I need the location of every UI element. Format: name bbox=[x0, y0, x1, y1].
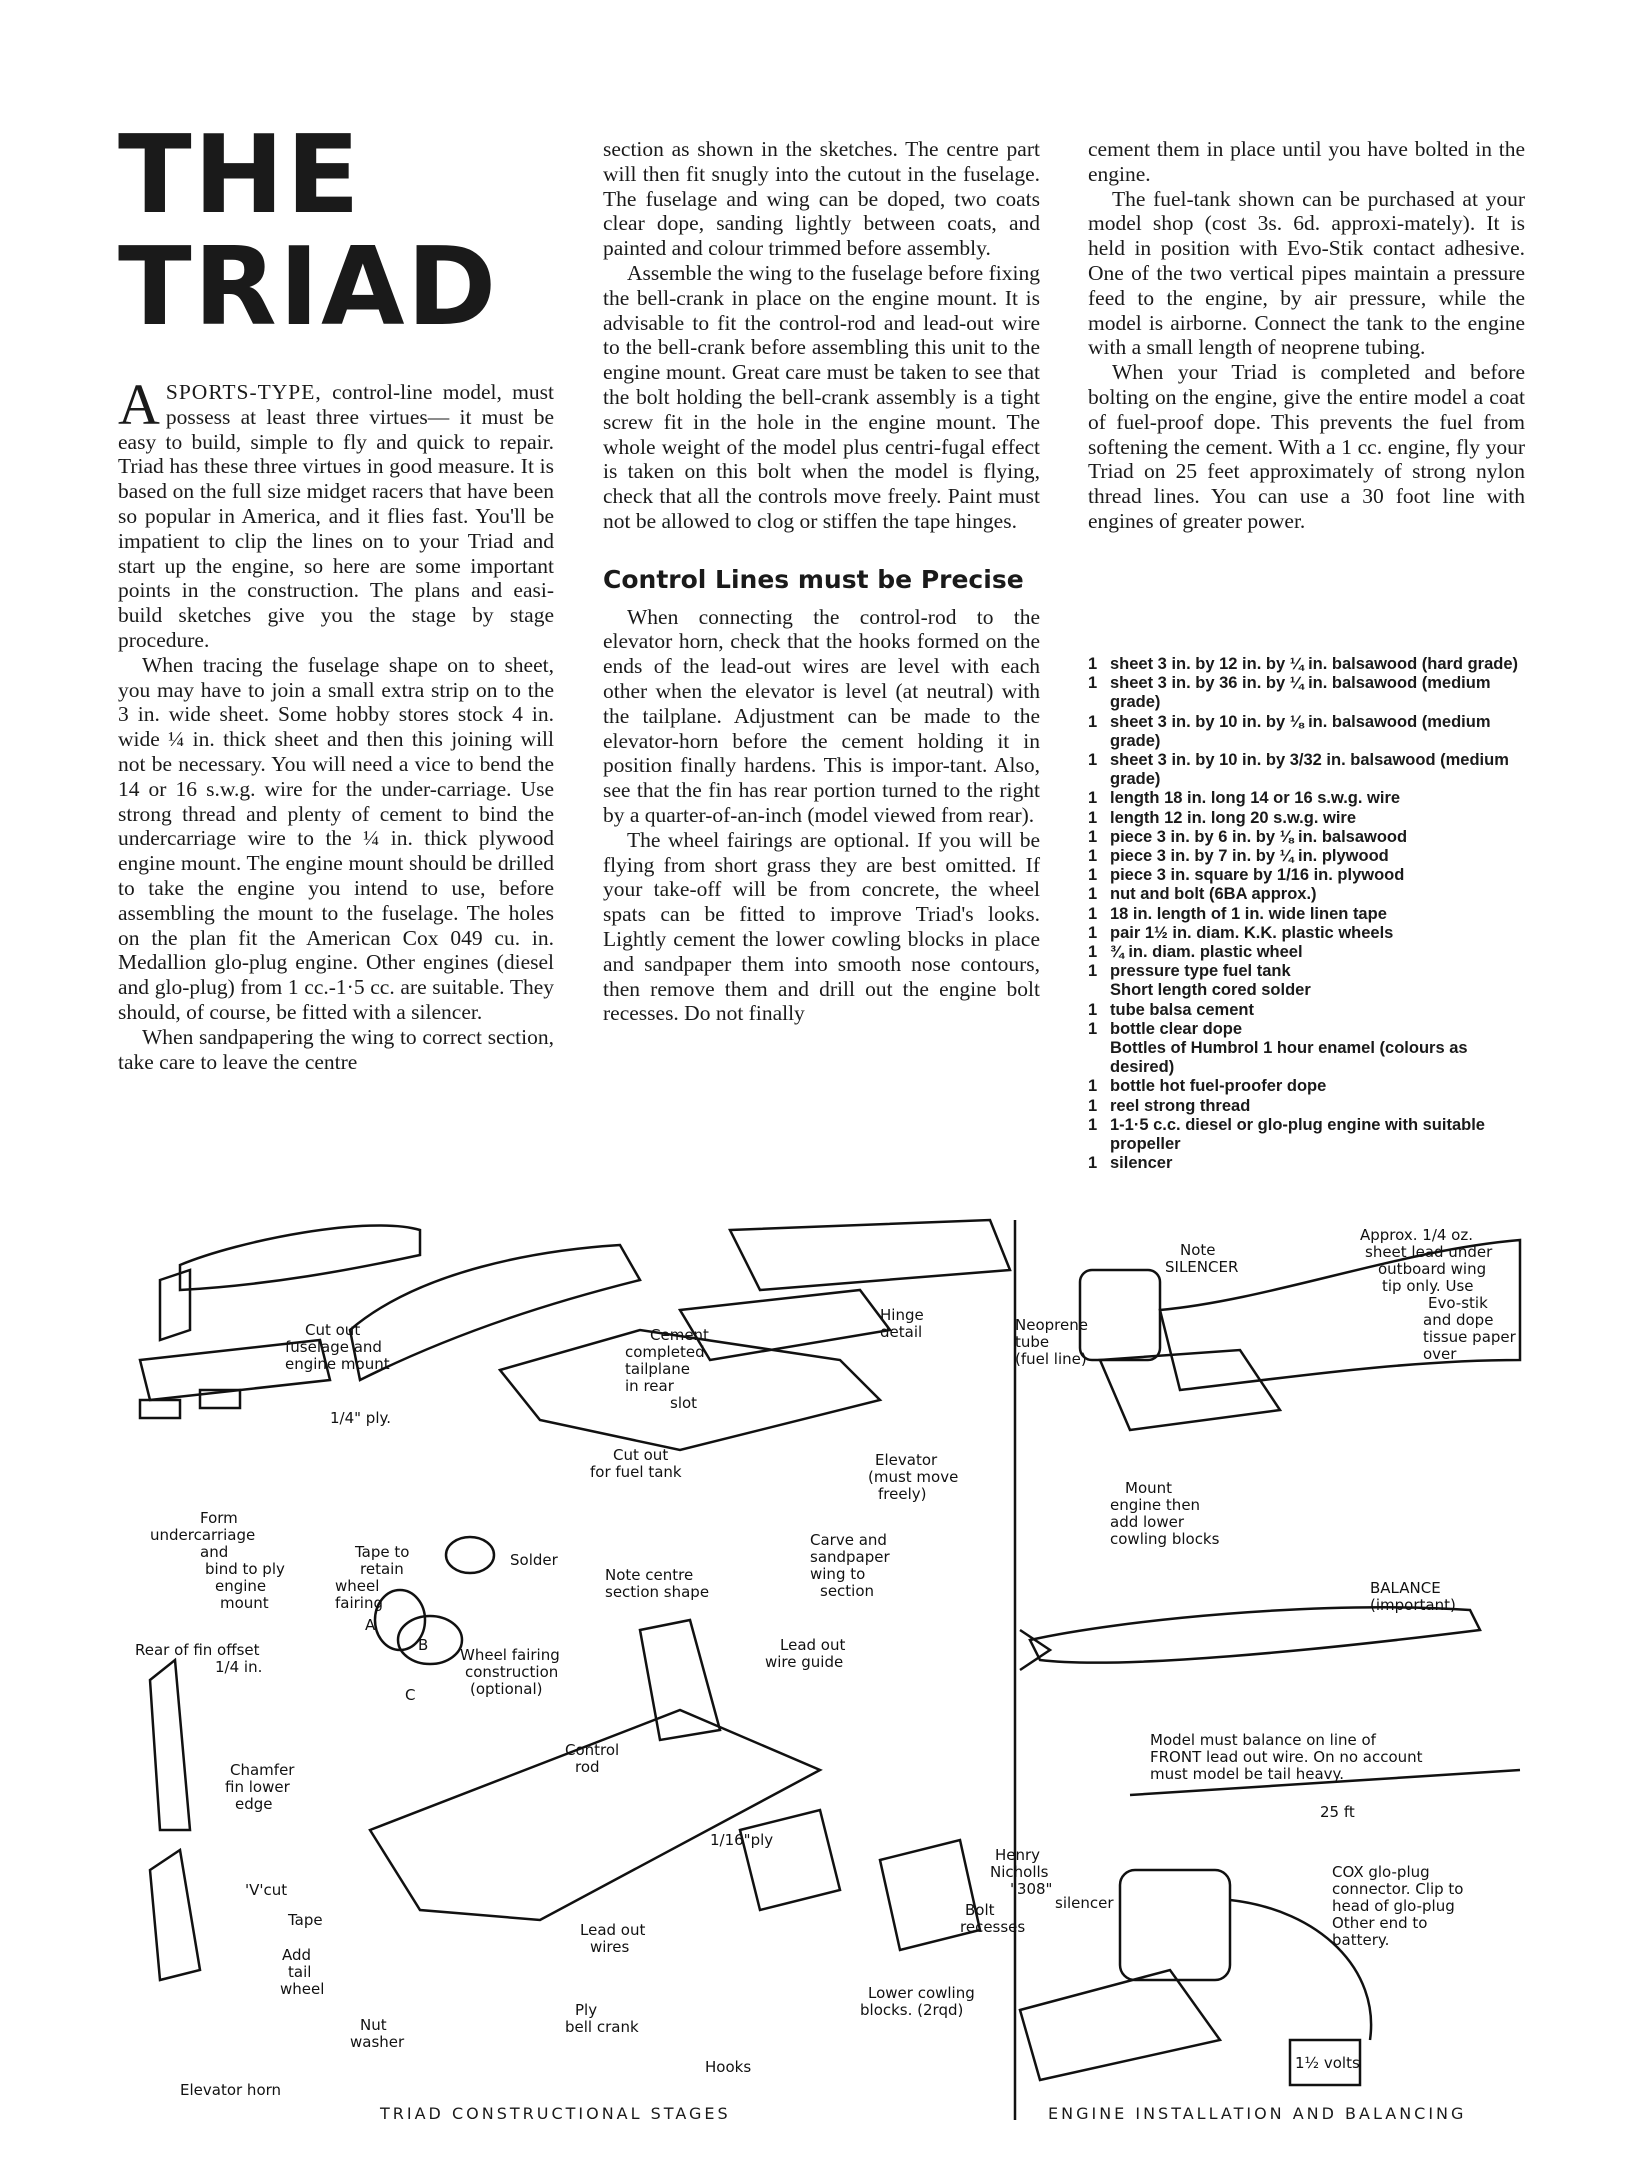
label-construction: construction bbox=[465, 1663, 559, 1681]
label-bind-to-ply: bind to ply bbox=[205, 1560, 285, 1578]
construction-diagram bbox=[120, 1210, 1540, 2135]
label-optional: (optional) bbox=[470, 1680, 543, 1698]
material-quantity bbox=[1088, 1039, 1110, 1077]
label-approx: Approx. 1/4 oz. bbox=[1360, 1226, 1473, 1244]
right-diagram-labels bbox=[1015, 1226, 1517, 2072]
label-slot: slot bbox=[670, 1394, 698, 1412]
material-text: sheet 3 in. by 10 in. by 3/32 in. balsawood (medium grade) bbox=[1110, 751, 1509, 789]
label-silencer: SILENCER bbox=[1165, 1258, 1239, 1276]
material-item bbox=[1088, 1116, 1528, 1154]
paragraph-text: control-line model, must possess at least three virtues— it must be easy to build, simple to fly and quick to repair. Triad has these three virtues in good measure. It is based on the full size midget racers that have been so popular in America, and it flies fast. You'll be impatient to clip the lines on to your Triad and start up the engine, so here are some important points in the construction. The plans and easi-build sketches give you the stage by stage procedure. bbox=[118, 380, 554, 652]
label-25-ft: 25 ft bbox=[1320, 1803, 1355, 1821]
label-fairing: fairing bbox=[335, 1594, 384, 1612]
label-front-lead: FRONT lead out wire. On no account bbox=[1150, 1748, 1423, 1766]
material-text: 1-1·5 c.c. diesel or glo-plug engine with suitable propeller bbox=[1110, 1115, 1485, 1154]
label-fuel-line: (fuel line) bbox=[1015, 1350, 1087, 1368]
paragraph: When tracing the fuselage shape on to sheet, you may have to join a small extra strip on to the 3 in. wide sheet. Some hobby stores stock 4 in. wide ¼ in. thick sheet and then this joining will not be necessary. You will need a vice to bend the 14 or 16 s.w.g. wire for the under-carriage. Use strong thread and plenty of cement to bind the undercarriage wire to the ¼ in. thick plywood engine mount. The engine mount should be drilled to take the engine you intend to use, before assembling the mount to the fuselage. The holes on the plan fit the American Cox 049 cu. in. Medallion glo-plug engine. Other engines (diesel and glo-plug) from 1 cc.-1·5 cc. are suitable. They should, of course, be fitted with a silencer. bbox=[118, 652, 554, 1024]
label-in-rear: in rear bbox=[625, 1377, 674, 1395]
material-quantity bbox=[1088, 981, 1110, 1000]
material-quantity: 1 bbox=[1088, 712, 1098, 731]
material-quantity: 1 bbox=[1088, 674, 1098, 693]
paragraph: When connecting the control-rod to the elevator horn, check that the hooks formed on the ends of the lead-out wires are level with each other when the elevator is level (at neutral) with the tailplane. Adjustment can be made to the elevator-horn before the cement holding it in position finally hardens. This is impor-tant. Also, see that the fin has rear portion turned to the right by a quarter-of-an-inch (model viewed from rear). bbox=[603, 604, 1040, 827]
drop-cap: A bbox=[118, 372, 160, 437]
label-wheel: wheel bbox=[335, 1577, 380, 1595]
material-item bbox=[1088, 924, 1528, 943]
label-note: Note bbox=[1180, 1241, 1216, 1259]
label-rear-of-fin: Rear of fin offset bbox=[135, 1641, 260, 1659]
label-add: Add bbox=[282, 1946, 312, 1964]
label-bolt: Bolt bbox=[965, 1901, 995, 1919]
material-text: bottle hot fuel-proofer dope bbox=[1110, 1077, 1327, 1096]
label-fin-lower: fin lower bbox=[225, 1778, 290, 1796]
label-section-shape: section shape bbox=[605, 1583, 710, 1601]
material-item bbox=[1088, 1039, 1528, 1077]
label-a: A bbox=[365, 1616, 376, 1634]
label-nut: Nut bbox=[360, 2016, 387, 2034]
label-washer: washer bbox=[350, 2033, 405, 2051]
material-text: Bottles of Humbrol 1 hour enamel (colours as desired) bbox=[1110, 1039, 1468, 1077]
label-quarter-in: 1/4 in. bbox=[215, 1658, 263, 1676]
label-chamfer: Chamfer bbox=[230, 1761, 295, 1779]
materials-list bbox=[1088, 655, 1528, 1173]
material-text: sheet 3 in. by 10 in. by ⅛ in. balsawood (medium grade) bbox=[1110, 712, 1491, 750]
label-ply-2: Ply bbox=[575, 2001, 598, 2019]
label-elevator: Elevator bbox=[875, 1451, 938, 1469]
label-for-fuel-tank: for fuel tank bbox=[590, 1463, 682, 1481]
label-form: Form bbox=[200, 1509, 238, 1527]
column-2 bbox=[603, 137, 1040, 1026]
material-text: tube balsa cement bbox=[1110, 1000, 1254, 1019]
material-item bbox=[1088, 713, 1528, 751]
material-item bbox=[1088, 885, 1528, 904]
label-carve-and: Carve and bbox=[810, 1531, 887, 1549]
label-tube: tube bbox=[1015, 1333, 1050, 1351]
material-item bbox=[1088, 981, 1528, 1000]
label-wires: wires bbox=[590, 1938, 630, 1956]
column-3 bbox=[1088, 137, 1525, 534]
label-undercarriage: undercarriage bbox=[150, 1526, 256, 1544]
label-lower-cowling: Lower cowling bbox=[868, 1984, 975, 2002]
material-quantity: 1 bbox=[1088, 847, 1098, 866]
balance-plane-sketch bbox=[1030, 1607, 1480, 1662]
label-tip-only: tip only. Use bbox=[1382, 1277, 1474, 1295]
material-text: 18 in. length of 1 in. wide linen tape bbox=[1110, 904, 1387, 923]
caption-right: ENGINE INSTALLATION AND BALANCING bbox=[1048, 2104, 1467, 2123]
label-rod: rod bbox=[575, 1758, 600, 1776]
material-text: piece 3 in. by 6 in. by ⅛ in. balsawood bbox=[1110, 827, 1408, 846]
label-detail: detail bbox=[880, 1323, 923, 1341]
section-heading: Control Lines must be Precise bbox=[603, 564, 1024, 594]
material-item bbox=[1088, 943, 1528, 962]
lead-in: SPORTS-TYPE, bbox=[165, 380, 322, 404]
label-silencer-hn: silencer bbox=[1055, 1894, 1114, 1912]
label-and: and bbox=[200, 1543, 229, 1561]
material-item bbox=[1088, 1097, 1528, 1116]
label-solder: Solder bbox=[510, 1551, 558, 1569]
material-quantity: 1 bbox=[1088, 789, 1098, 808]
label-fuselage-and: fuselage and bbox=[285, 1338, 382, 1356]
label-over: over bbox=[1423, 1345, 1457, 1363]
label-must-move: (must move bbox=[868, 1468, 959, 1486]
material-quantity: 1 bbox=[1088, 1096, 1098, 1115]
material-quantity: 1 bbox=[1088, 751, 1098, 770]
label-308: "308" bbox=[1010, 1880, 1053, 1898]
paragraph: When sandpapering the wing to correct section, take care to leave the centre bbox=[118, 1024, 554, 1074]
title-line-1: THE bbox=[118, 113, 362, 238]
label-mount: mount bbox=[220, 1594, 269, 1612]
label-freely: freely) bbox=[878, 1485, 927, 1503]
label-sheet-lead: sheet lead under bbox=[1365, 1243, 1493, 1261]
label-completed: completed bbox=[625, 1343, 705, 1361]
paragraph: When your Triad is completed and before bolting on the engine, give the entire model a coat of fuel-proof dope. This prevents the fuel from softening the cement. With a 1 cc. engine, fly your Triad on 25 feet approximately of strong nylon thread lines. You can use a 30 foot line with engines of greater power. bbox=[1088, 360, 1525, 533]
paragraph: The wheel fairings are optional. If you will be flying from short grass they are best omitted. If your take-off will be from concrete, the wheel spats can be fitted to improve Triad's looks. Lightly cement the lower cowling blocks in place and sandpaper them into smooth nose contours, then remove them and drill out the engine bolt recesses. Do not finally bbox=[603, 827, 1040, 1026]
label-and-dope: and dope bbox=[1423, 1311, 1494, 1329]
material-item bbox=[1088, 962, 1528, 981]
label-model-must: Model must balance on line of bbox=[1150, 1731, 1376, 1749]
material-quantity: 1 bbox=[1088, 1115, 1098, 1134]
material-quantity: 1 bbox=[1088, 1019, 1098, 1038]
engine-connector-sketch bbox=[1120, 1870, 1230, 1980]
fuselage-main-sketch bbox=[350, 1245, 640, 1380]
label-elevator-horn: Elevator horn bbox=[180, 2081, 282, 2099]
label-sixteenth-ply: 1/16"ply bbox=[710, 1831, 774, 1849]
material-item bbox=[1088, 828, 1528, 847]
material-text: bottle clear dope bbox=[1110, 1019, 1243, 1038]
label-ply: 1/4" ply. bbox=[330, 1409, 392, 1427]
label-tail: tail bbox=[288, 1963, 312, 1981]
label-engine: engine bbox=[215, 1577, 267, 1595]
material-text: silencer bbox=[1110, 1154, 1173, 1173]
label-bell-crank: bell crank bbox=[565, 2018, 639, 2036]
material-item bbox=[1088, 674, 1528, 712]
label-sandpaper: sandpaper bbox=[810, 1548, 890, 1566]
material-item bbox=[1088, 847, 1528, 866]
label-lead-out-2: Lead out bbox=[580, 1921, 646, 1939]
label-nicholls: Nicholls bbox=[990, 1863, 1049, 1881]
fuselage-sketch bbox=[180, 1225, 420, 1290]
tailplane-sketch bbox=[730, 1220, 1010, 1290]
label-balance: BALANCE bbox=[1370, 1579, 1441, 1597]
material-quantity: 1 bbox=[1088, 943, 1098, 962]
material-quantity: 1 bbox=[1088, 1000, 1098, 1019]
label-volts: 1½ volts bbox=[1295, 2054, 1360, 2072]
material-text: sheet 3 in. by 12 in. by ¼ in. balsawood (hard grade) bbox=[1110, 655, 1519, 673]
material-item bbox=[1088, 1154, 1528, 1173]
material-quantity: 1 bbox=[1088, 962, 1098, 981]
label-blocks: blocks. (2rqd) bbox=[860, 2001, 964, 2019]
material-text: piece 3 in. by 7 in. by ¼ in. plywood bbox=[1110, 847, 1389, 866]
label-connector: connector. Clip to bbox=[1332, 1880, 1464, 1898]
label-wire-guide: wire guide bbox=[765, 1653, 844, 1671]
label-outboard-wing: outboard wing bbox=[1378, 1260, 1487, 1278]
label-wheel-fairing: Wheel fairing bbox=[460, 1646, 560, 1664]
material-quantity: 1 bbox=[1088, 866, 1098, 885]
material-item bbox=[1088, 1077, 1528, 1096]
material-item bbox=[1088, 1001, 1528, 1020]
label-evo-stik: Evo-stik bbox=[1428, 1294, 1488, 1312]
material-item bbox=[1088, 809, 1528, 828]
label-head: head of glo-plug bbox=[1332, 1897, 1455, 1915]
material-text: ¾ in. diam. plastic wheel bbox=[1110, 943, 1303, 962]
paragraph: Assemble the wing to the fuselage before fixing the bell-crank in place on the engine mount. It is advisable to fit the control-rod and lead-out wire to the bell-crank before assembling this unit to the engine mount. Great care must be taken to see that the bolt holding the bell-crank assembly is a tight screw fit in the hole in the engine mount. The whole weight of the model plus centri-fugal effect is taken on this bolt when the model is flying, check that all the controls move freely. Paint must not be allowed to clog or stiffen the tape hinges. bbox=[603, 260, 1040, 533]
label-neoprene: Neoprene bbox=[1015, 1316, 1088, 1334]
material-quantity: 1 bbox=[1088, 1077, 1098, 1096]
paragraph: cement them in place until you have bolted in the engine. bbox=[1088, 137, 1525, 186]
label-section: section bbox=[820, 1582, 875, 1600]
engine-sketch bbox=[1080, 1270, 1160, 1360]
paragraph: section as shown in the sketches. The centre part will then fit snugly into the cutout in the fuselage. The fuselage and wing can be doped, two coats clear dope, sanding lightly between coats, and painted and colour trimmed before assembly. bbox=[603, 137, 1040, 261]
label-mount-r: Mount bbox=[1125, 1479, 1173, 1497]
label-add-lower: add lower bbox=[1110, 1513, 1185, 1531]
label-tape: Tape bbox=[288, 1911, 323, 1929]
label-wheel-2: wheel bbox=[280, 1980, 325, 1998]
material-quantity: 1 bbox=[1088, 827, 1098, 846]
material-text: reel strong thread bbox=[1110, 1096, 1251, 1115]
label-retain: retain bbox=[360, 1560, 404, 1578]
label-henry: Henry bbox=[995, 1846, 1041, 1864]
label-cement: Cement bbox=[650, 1326, 709, 1344]
label-c: C bbox=[405, 1686, 416, 1704]
label-v-cut: 'V'cut bbox=[245, 1881, 288, 1899]
material-item bbox=[1088, 866, 1528, 885]
material-item bbox=[1088, 905, 1528, 924]
material-quantity: 1 bbox=[1088, 885, 1098, 904]
label-battery: battery. bbox=[1332, 1931, 1390, 1949]
article-title bbox=[118, 113, 499, 350]
label-tailplane: tailplane bbox=[625, 1360, 691, 1378]
label-control: Control bbox=[565, 1741, 620, 1759]
label-tape-to: Tape to bbox=[355, 1543, 410, 1561]
paragraph bbox=[118, 372, 554, 653]
label-cut-out: Cut out bbox=[305, 1321, 361, 1339]
material-item bbox=[1088, 789, 1528, 808]
label-other-end: Other end to bbox=[1332, 1914, 1428, 1932]
material-text: nut and bolt (6BA approx.) bbox=[1110, 885, 1317, 904]
material-quantity: 1 bbox=[1088, 904, 1098, 923]
material-quantity: 1 bbox=[1088, 655, 1098, 673]
material-quantity: 1 bbox=[1088, 808, 1098, 827]
material-quantity: 1 bbox=[1088, 923, 1098, 942]
material-text: length 12 in. long 20 s.w.g. wire bbox=[1110, 808, 1357, 827]
label-tissue-paper: tissue paper bbox=[1423, 1328, 1516, 1346]
label-engine-mount: engine mount bbox=[285, 1355, 390, 1373]
caption-left: TRIAD CONSTRUCTIONAL STAGES bbox=[380, 2104, 731, 2123]
label-cox: COX glo-plug bbox=[1332, 1863, 1430, 1881]
label-important: (important) bbox=[1370, 1596, 1456, 1614]
label-wing-to: wing to bbox=[810, 1565, 866, 1583]
material-text: pair 1½ in. diam. K.K. plastic wheels bbox=[1110, 923, 1394, 942]
material-text: length 18 in. long 14 or 16 s.w.g. wire bbox=[1110, 789, 1401, 808]
material-text: Short length cored solder bbox=[1110, 981, 1311, 1000]
label-note-centre: Note centre bbox=[605, 1566, 694, 1584]
title-line-2: TRIAD bbox=[118, 225, 499, 350]
label-cowling-blocks: cowling blocks bbox=[1110, 1530, 1220, 1548]
label-tail-heavy: must model be tail heavy. bbox=[1150, 1765, 1345, 1783]
material-quantity: 1 bbox=[1088, 1154, 1098, 1173]
material-item bbox=[1088, 655, 1528, 674]
label-lead-out: Lead out bbox=[780, 1636, 846, 1654]
material-text: sheet 3 in. by 36 in. by ¼ in. balsawood (medium grade) bbox=[1110, 674, 1491, 712]
label-recesses: recesses bbox=[960, 1918, 1026, 1936]
label-hooks: Hooks bbox=[705, 2058, 752, 2076]
paragraph: The fuel-tank shown can be purchased at your model shop (cost 3s. 6d. approxi-mately). It is held in position with Evo-Stik contact adhesive. One of the two vertical pipes maintain a pressure feed to the engine, by air pressure, while the model is airborne. Connect the tank to the engine with a small length of neoprene tubing. bbox=[1088, 186, 1525, 360]
material-item bbox=[1088, 751, 1528, 789]
label-b: B bbox=[418, 1636, 429, 1654]
column-1 bbox=[118, 372, 554, 1074]
material-item bbox=[1088, 1020, 1528, 1039]
material-text: piece 3 in. square by 1/16 in. plywood bbox=[1110, 866, 1405, 885]
material-text: pressure type fuel tank bbox=[1110, 962, 1291, 981]
label-edge: edge bbox=[235, 1795, 273, 1813]
wheel-sketch bbox=[446, 1537, 494, 1573]
left-diagram-labels bbox=[135, 1306, 1114, 2099]
label-cut-out-2: Cut out bbox=[613, 1446, 669, 1464]
label-engine-then: engine then bbox=[1110, 1496, 1201, 1514]
fin-sketch bbox=[150, 1660, 190, 1830]
label-hinge: Hinge bbox=[880, 1306, 924, 1324]
